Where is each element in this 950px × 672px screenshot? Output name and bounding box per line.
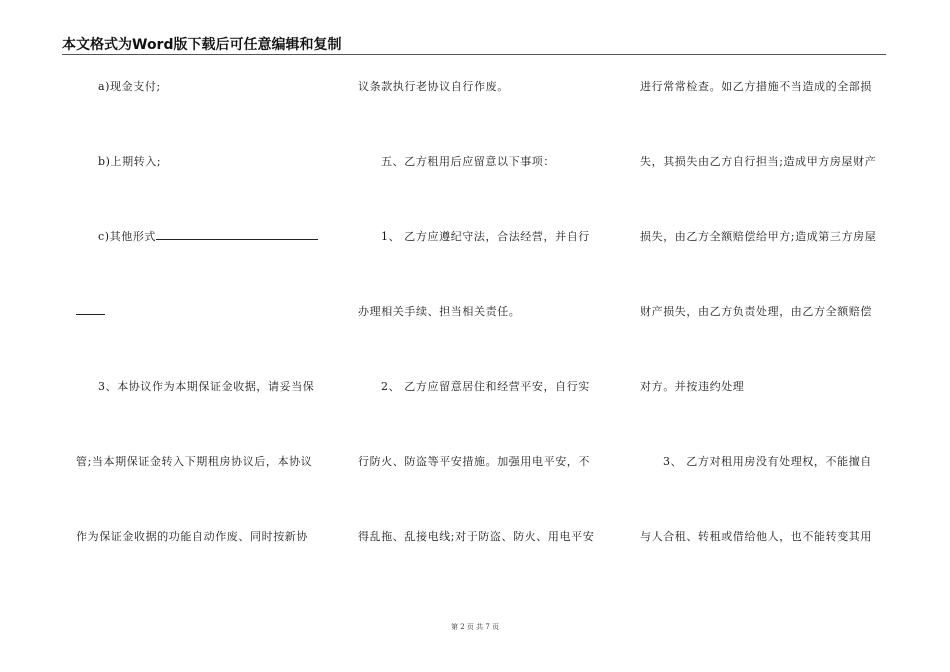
text-line: 3、本协议作为本期保证金收据，请妥当保 bbox=[98, 380, 315, 393]
text-line bbox=[76, 305, 105, 319]
text-line: a)现金支付; bbox=[98, 80, 161, 93]
text-line bbox=[98, 230, 318, 244]
text-line: 管;当本期保证金转入下期租房协议后，本协议 bbox=[76, 455, 313, 468]
text-line: 对方。并按违约处理 bbox=[640, 380, 745, 393]
text-line: 损失，由乙方全额赔偿给甲方;造成第三方房屋 bbox=[640, 230, 877, 243]
page-header bbox=[62, 34, 886, 55]
fill-in-blank bbox=[76, 305, 105, 315]
text-line-label: c)其他形式 bbox=[98, 230, 157, 243]
text-line: 2、 乙方应留意居住和经营平安，自行实 bbox=[381, 380, 590, 393]
page-number: 第 2 页 共 7 页 bbox=[450, 623, 500, 631]
text-line: 与人合租、转租或借给他人，也不能转变其用 bbox=[640, 530, 872, 543]
text-line: 进行常常检查。如乙方措施不当造成的全部损 bbox=[640, 80, 872, 93]
text-line: 办理相关手续、担当相关责任。 bbox=[358, 305, 521, 318]
text-line: 得乱拖、乱接电线;对于防盗、防火、用电平安 bbox=[358, 530, 595, 543]
text-line: 失，其损失由乙方自行担当;造成甲方房屋财产 bbox=[640, 155, 877, 168]
text-line: 行防火、防盗等平安措施。加强用电平安，不 bbox=[358, 455, 590, 468]
text-line: b)上期转入; bbox=[98, 155, 162, 168]
text-line: 财产损失，由乙方负责处理，由乙方全额赔偿 bbox=[640, 305, 872, 318]
fill-in-blank bbox=[156, 230, 318, 240]
text-line: 议条款执行老协议自行作废。 bbox=[358, 80, 509, 93]
text-line: 3、 乙方对租用房没有处理权，不能擅自 bbox=[663, 455, 872, 468]
text-line: 作为保证金收据的功能自动作废、同时按新协 bbox=[76, 530, 308, 543]
text-line: 1、 乙方应遵纪守法，合法经营，并自行 bbox=[381, 230, 590, 243]
header-title: 本文格式为Word版下载后可任意编辑和复制 bbox=[62, 37, 342, 53]
text-line: 五、乙方租用后应留意以下事项： bbox=[381, 155, 555, 168]
